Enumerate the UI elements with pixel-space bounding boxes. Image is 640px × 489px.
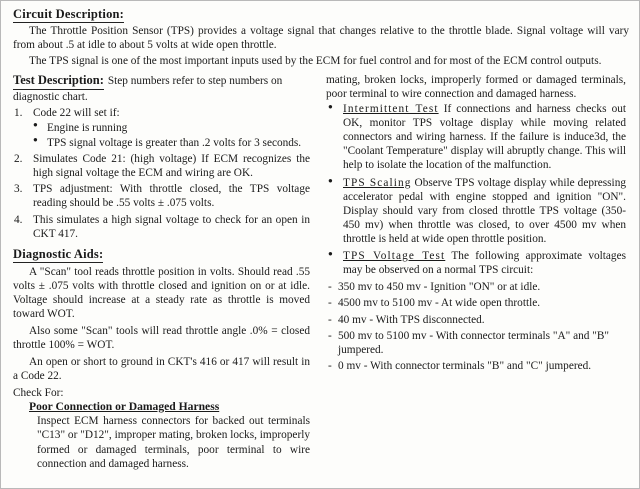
test-description-lead: Step numbers refer to step numbers on diagnostic chart.: [13, 75, 283, 103]
diagnostic-aids-heading: [13, 247, 310, 263]
test-step-3-number: 3.: [14, 183, 23, 196]
diagnostic-aids-heading-text: Diagnostic Aids:: [13, 246, 104, 261]
diagnostic-item-tps-voltage-test: [326, 249, 626, 277]
diagnostic-aids-items: [326, 102, 626, 277]
check-for-label: Check For:: [13, 386, 64, 399]
diagnostic-item-intermittent-test-text: If connections and harness checks out OK, monitor TPS voltage display while moving related connectors and wiring harness. If the failure is induce3d, the "Coolant Temperature" display will abruptly change. This will help to isolate the location of the malfunction.: [343, 103, 627, 172]
circuit-description-section: [13, 7, 629, 68]
test-step-1-sub-2: ● TPS signal voltage is greater than .2 volts for 3 seconds.: [33, 136, 310, 150]
tps-voltage-item-4: - 500 mv to 5100 mv - With connector terminals "A" and "B" jumpered.: [326, 329, 626, 357]
check-for-title: Poor Connection or Damaged Harness: [29, 399, 220, 413]
diagnostic-item-tps-voltage-test-term: TPS Voltage Test: [343, 250, 446, 263]
diagnostic-aids-paragraph-2: Also some "Scan" tools will read throttle angle .0% = closed throttle 100% = WOT.: [13, 324, 310, 351]
tps-voltage-item-3: - 40 mv - With TPS disconnected.: [326, 313, 626, 327]
test-description-steps: [13, 106, 310, 241]
diagnostic-item-tps-scaling-text: Observe TPS voltage display while depressing accelerator pedal with engine stopped and ignition "ON". Display should vary from closed throttle TPS voltage (350-450 mv) when throttle was closed, to over 4500 mv when throttle is held at wide open throttle position.: [343, 176, 626, 245]
check-for-body: Inspect ECM harness connectors for backed out terminals "C13" or "D12", improper mating, broken locks, improperly formed or damaged terminals, poor terminal to wire connection and damaged harness.: [37, 415, 310, 470]
circuit-description-heading-text: Circuit Description:: [13, 7, 125, 21]
check-for-continuation: mating, broken locks, improperly formed or damaged terminals, poor terminal to wire connection and damaged harness.: [326, 74, 626, 100]
test-description-header-line: [13, 73, 310, 104]
diagnostic-item-intermittent-test: [326, 102, 626, 173]
test-step-1-number: 1.: [14, 106, 23, 119]
test-step-3: [13, 182, 310, 210]
test-step-1-sub-1: ● Engine is running: [33, 121, 310, 135]
test-step-4: [13, 213, 310, 241]
test-step-2: [13, 152, 310, 180]
check-for-block: [13, 386, 310, 471]
tps-voltage-item-1: - 350 mv to 450 mv - Ignition "ON" or at idle.: [326, 280, 626, 294]
left-column: [13, 73, 310, 471]
test-step-1-sublist: [33, 121, 310, 150]
diagnostic-item-tps-voltage-test-text: The following approximate voltages may be observed on a normal TPS circuit:: [343, 250, 626, 277]
diagnostic-aids-paragraph-1: A "Scan" tool reads throttle position in volts. Should read .55 volts ± .075 volts with throttle closed and ignition on or at idle. Voltage should increase at a steady rate as throttle is moved toward WOT.: [13, 265, 310, 320]
test-step-4-number: 4.: [14, 213, 23, 226]
test-step-2-text: Simulates Code 21: (high voltage) If ECM recognizes the high signal voltage the ECM and wiring are OK.: [33, 153, 310, 180]
circuit-description-paragraph-2: The TPS signal is one of the most important inputs used by the ECM for fuel control and for most of the ECM control outputs.: [29, 55, 602, 67]
diagnostic-item-intermittent-test-term: Intermittent Test: [343, 103, 439, 115]
circuit-description-paragraph-1: The Throttle Position Sensor (TPS) provides a voltage signal that changes relative to the throttle blade. Signal voltage will vary from about .5 at idle to about 5 volts at wide open throttle.: [13, 25, 629, 51]
diagnostic-item-tps-scaling: [326, 176, 626, 247]
test-step-4-text: This simulates a high signal voltage to check for an open in CKT 417.: [33, 213, 310, 240]
body-columns: [13, 73, 629, 471]
test-step-1-text: Code 22 will set if:: [33, 106, 120, 119]
test-step-1: [13, 106, 310, 150]
tps-voltage-item-2: - 4500 mv to 5100 mv - At wide open throttle.: [326, 296, 626, 310]
diagnostic-item-tps-scaling-term: TPS Scaling: [343, 176, 412, 189]
test-step-2-number: 2.: [14, 153, 23, 166]
test-description-heading: Test Description:: [13, 73, 104, 87]
circuit-description-heading: [13, 7, 629, 23]
diagnostic-aids-paragraph-3: An open or short to ground in CKT's 416 or 417 will result in a Code 22.: [13, 355, 310, 382]
test-step-3-text: TPS adjustment: With throttle closed, the TPS voltage reading should be .55 volts ± .075 volts.: [33, 183, 310, 210]
tps-voltage-list: [326, 280, 626, 373]
right-column: [326, 73, 626, 375]
tps-voltage-item-5: - 0 mv - With connector terminals "B" and "C" jumpered.: [326, 359, 626, 373]
